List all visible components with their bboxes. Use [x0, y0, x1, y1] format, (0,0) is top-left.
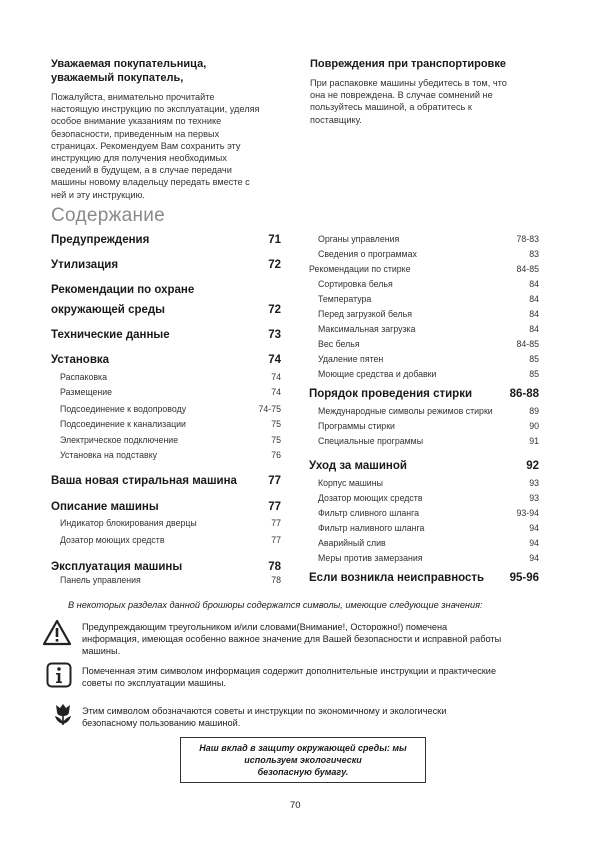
toc-sublist [51, 573, 281, 588]
page-number: 70 [290, 800, 301, 811]
toc-subentry[interactable]: Международные символы режимов стирки 89 [318, 406, 539, 416]
toc-subentry[interactable]: Размещение 74 [60, 387, 281, 397]
toc-subentry[interactable]: Моющие средства и добавки 85 [318, 369, 539, 379]
info-legend-text: Помеченная этим символом информация содержит дополнительные инструкции и практические советы по эксплуатации машины. [82, 666, 497, 688]
toc-subentry[interactable]: Корпус машины 93 [318, 478, 539, 488]
toc-subentry[interactable]: Перед загрузкой белья 84 [318, 309, 539, 319]
toc-entry[interactable]: Рекомендации по охране окружающей среды 72 [51, 284, 281, 316]
toc-subentry[interactable]: Распаковка 74 [60, 372, 281, 382]
toc-subentry[interactable]: Электрическое подключение 75 [60, 435, 281, 445]
eco-tulip-icon [52, 702, 74, 731]
intro-right [310, 57, 550, 126]
symbols-intro: В некоторых разделах данной брошюры содержатся символы, имеющие следующие значения: [68, 600, 483, 610]
toc-entry[interactable]: Порядок проведения стирки 86-88 [309, 388, 539, 400]
warning-legend-text: Предупреждающим треугольником и/или словами(Внимание!, Осторожно!) помечена информация, имеющая особенно важное значение для Вашей безопасности и исправной работы машины. [82, 622, 502, 656]
toc-subentry[interactable]: Удаление пятен 85 [318, 354, 539, 364]
toc-subentry[interactable]: Установка на подставку 76 [60, 450, 281, 460]
toc-entry[interactable]: Утилизация 72 [51, 259, 281, 271]
toc-subentry[interactable]: Сортировка белья 84 [318, 279, 539, 289]
toc-subentry[interactable]: Вес белья 84-85 [318, 339, 539, 349]
toc-subentry[interactable]: Программы стирки 90 [318, 421, 539, 431]
toc-subentry[interactable]: Дозатор моющих средств 93 [318, 493, 539, 503]
info-icon [46, 662, 72, 693]
toc-subentry[interactable]: Меры против замерзания 94 [318, 553, 539, 563]
toc-entry[interactable]: Установка 74 [51, 354, 281, 366]
toc-subentry[interactable]: Максимальная загрузка 84 [318, 324, 539, 334]
toc-subentry[interactable]: Фильтр сливного шланга 93-94 [318, 508, 539, 518]
toc-sublist [309, 404, 539, 449]
toc-sublist [309, 277, 539, 382]
intro-paragraph: Пожалуйста, внимательно прочитайте настоящую инструкцию по эксплуатации, уделяя особое внимание указаниям по технике безопасности, приведенным на первых страницах. Рекомендуем Вам сохранить эту инструкцию для получения необходимых сведений в будущем, а в случае передачи машины новому владельцу передать вместе с ней и эту инструкцию. [51, 92, 260, 200]
transport-paragraph: При распаковке машины убедитесь в том, что она не повреждена. В случае сомнений не пользуйтесь машиной, а обратитесь к поставщику. [310, 78, 507, 125]
toc-subentry[interactable]: Подсоединение к канализации 75 [60, 419, 281, 429]
toc-entry[interactable]: Если возникла неисправность 95-96 [309, 572, 539, 584]
warning-triangle-icon [42, 619, 72, 651]
toc-subentry[interactable]: Рекомендации по стирке 84-85 [309, 264, 539, 274]
toc-subentry[interactable]: Сведения о программах 83 [318, 249, 539, 259]
toc-entry[interactable]: Технические данные 73 [51, 329, 281, 341]
toc-left [51, 232, 281, 588]
toc-sublist [309, 476, 539, 566]
toc-subentry[interactable]: Специальные программы 91 [318, 436, 539, 446]
toc-subentry[interactable]: Индикатор блокирования дверцы 77 [60, 518, 281, 528]
toc-subentry[interactable]: Органы управления 78-83 [318, 234, 539, 244]
toc-sublist [51, 370, 281, 463]
toc-subentry[interactable]: Аварийный слив 94 [318, 538, 539, 548]
toc-subentry[interactable]: Дозатор моющих средств 77 [60, 535, 281, 545]
intro-left [51, 57, 291, 201]
toc-sublist [309, 232, 539, 262]
transport-heading: Повреждения при транспортировке [310, 58, 506, 70]
toc-entry[interactable]: Ваша новая стиральная машина 77 [51, 475, 281, 487]
toc-entry[interactable]: Описание машины 77 [51, 501, 281, 513]
toc-subentry[interactable]: Подсоединение к водопроводу 74-75 [60, 404, 281, 414]
toc-right [309, 232, 539, 586]
intro-heading: Уважаемая покупательница, уважаемый покупатель, [51, 58, 207, 84]
toc-entry[interactable]: Предупреждения 71 [51, 234, 281, 246]
toc-entry[interactable]: Эксплуатация машины 78 [51, 561, 281, 573]
eco-legend-text: Этим символом обозначаются советы и инструкции по экономичному и экологически безопасному пользованию машиной. [82, 706, 447, 728]
toc-title: Содержание [51, 205, 166, 226]
toc-subentry[interactable]: Панель управления 78 [60, 575, 281, 585]
toc-entry[interactable]: Уход за машиной 92 [309, 460, 539, 472]
toc-sublist [51, 516, 281, 548]
toc-subentry[interactable]: Фильтр наливного шланга 94 [318, 523, 539, 533]
eco-paper-notice: Наш вклад в защиту окружающей среды: мы используем экологически безопасную бумагу. [180, 737, 426, 783]
toc-subentry[interactable]: Температура 84 [318, 294, 539, 304]
